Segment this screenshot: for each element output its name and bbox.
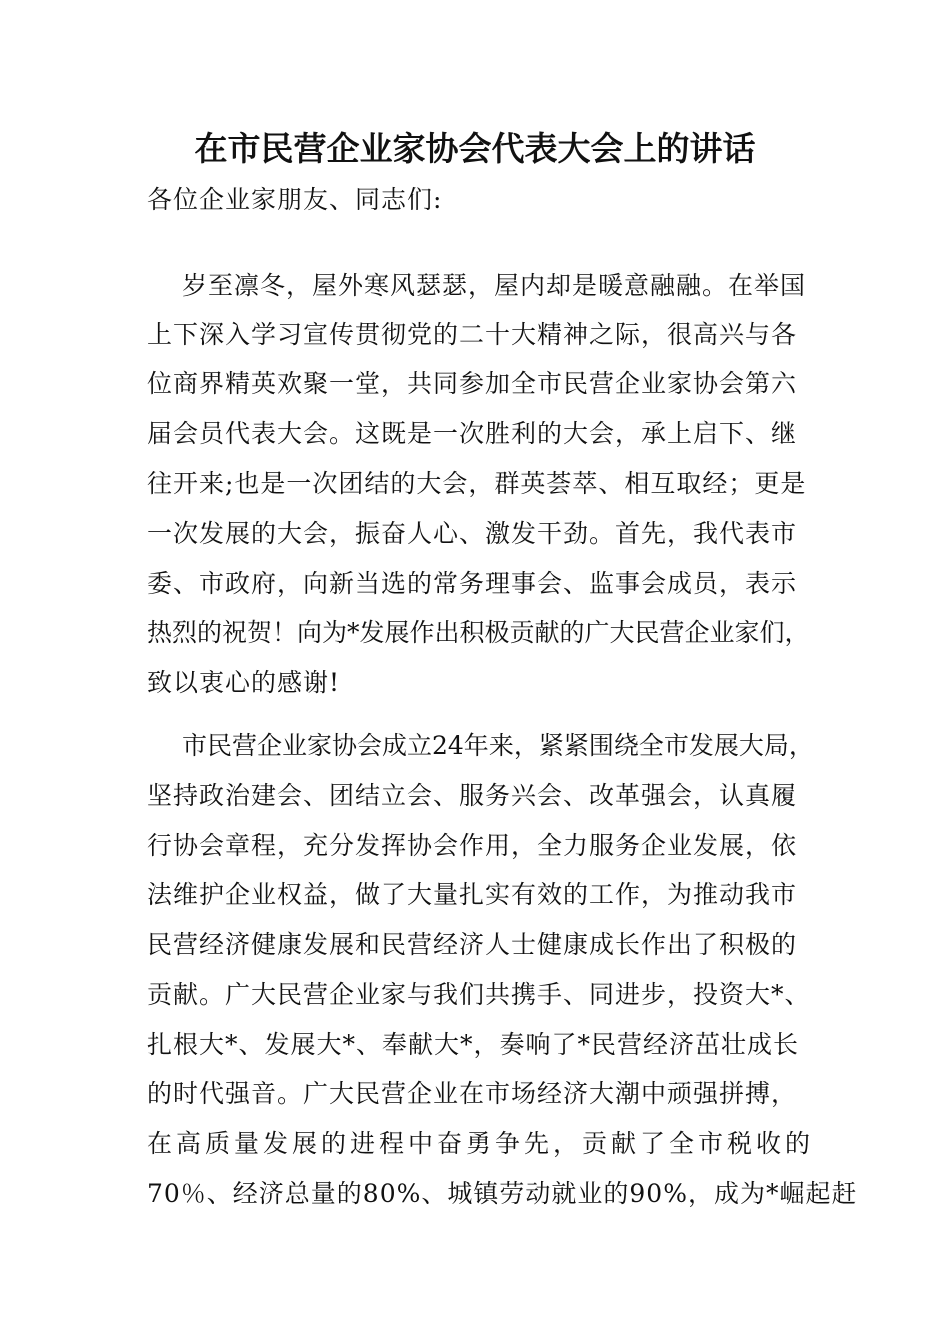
- paragraph2-line: 贡献。广大民营企业家与我们共携手、同进步，投资大*、: [147, 980, 811, 1009]
- paragraph1-line: 一次发展的大会，振奋人心、激发干劲。首先，我代表市: [147, 519, 798, 548]
- paragraph1-line: 往开来;也是一次团结的大会，群英荟萃、相互取经；更是: [147, 469, 807, 498]
- paragraph1-line: 致以衷心的感谢!: [147, 668, 341, 697]
- paragraph1-line: 委、市政府，向新当选的常务理事会、监事会成员，表示: [147, 569, 798, 598]
- paragraph2-line: 扎根大*、发展大*、奉献大*，奏响了*民营经济茁壮成长: [147, 1030, 800, 1059]
- paragraph2-line: 民营经济健康发展和民营经济人士健康成长作出了积极的: [147, 930, 798, 959]
- paragraph2-line: 市民营企业家协会成立24年来，紧紧围绕全市发展大局，: [182, 731, 814, 760]
- paragraph1-line: 届会员代表大会。这既是一次胜利的大会，承上启下、继: [147, 419, 798, 448]
- paragraph2-line: 行协会章程，充分发挥协会作用，全力服务企业发展，依: [147, 831, 798, 860]
- paragraph2-line: 坚持政治建会、团结立会、服务兴会、改革强会，认真履: [147, 781, 798, 810]
- paragraph1-line: 热烈的祝贺！向为*发展作出积极贡献的广大民营企业家们，: [147, 618, 810, 647]
- document-title: 在市民营企业家协会代表大会上的讲话: [194, 129, 756, 168]
- paragraph2-line: 的时代强音。广大民营企业在市场经济大潮中顽强拼搏，: [147, 1079, 798, 1108]
- salutation: 各位企业家朋友、同志们:: [147, 185, 443, 214]
- paragraph1-line: 上下深入学习宣传贯彻党的二十大精神之际，很高兴与各: [147, 320, 798, 349]
- paragraph1-line: 位商界精英欢聚一堂，共同参加全市民营企业家协会第六: [147, 369, 798, 398]
- paragraph2-line: 法维护企业权益，做了大量扎实有效的工作，为推动我市: [147, 880, 798, 909]
- paragraph2-line: 在高质量发展的进程中奋勇争先，贡献了全市税收的: [147, 1129, 815, 1158]
- paragraph2-line: 70％、经济总量的80%、城镇劳动就业的90%，成为*崛起赶: [147, 1179, 858, 1208]
- paragraph1-line: 岁至凛冬，屋外寒风瑟瑟，屋内却是暖意融融。在举国: [182, 271, 807, 300]
